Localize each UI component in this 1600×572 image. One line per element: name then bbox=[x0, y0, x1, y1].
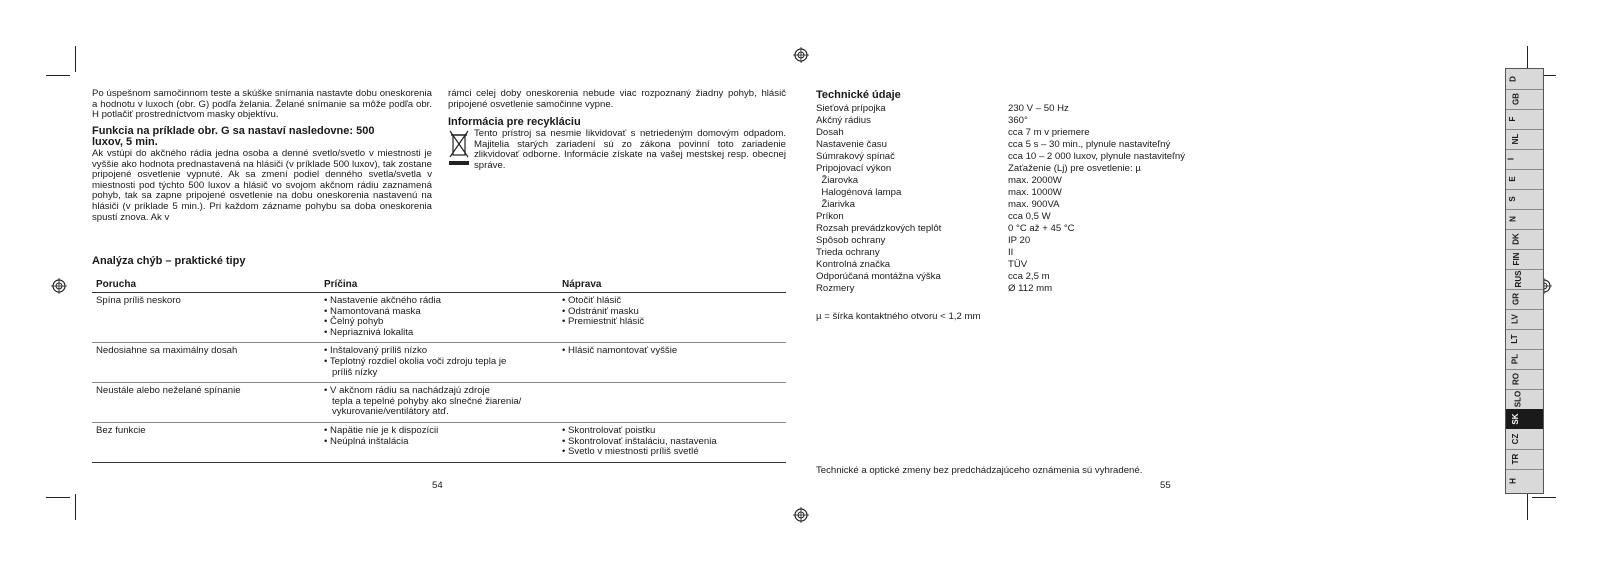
fault-cell: Neustále alebo neželané spínanie bbox=[92, 383, 320, 423]
spec-label: Žiarivka bbox=[816, 199, 855, 210]
registration-mark-icon bbox=[793, 47, 809, 63]
tab-i[interactable]: I bbox=[1506, 149, 1543, 170]
intro-paragraph: Po úspešnom samočinnom teste a skúške snímania nastavte dobu oneskorenia a hodnotu v luxoch (obr. G) podľa želania. Želané snímanie sa môže podľa obr. H potlačiť prostredníctvom masky objektívu. bbox=[92, 88, 432, 121]
tab-rus[interactable]: RUS bbox=[1506, 269, 1543, 290]
weee-bin-icon bbox=[448, 129, 470, 167]
cause-item: • Teplotný rozdiel okolia voči zdroju tepla je bbox=[324, 355, 507, 367]
cause-item: • Nastavenie akčného rádia bbox=[324, 295, 441, 306]
spec-value: cca 2,5 m bbox=[1008, 271, 1050, 282]
registration-mark-icon bbox=[51, 278, 67, 294]
spec-row bbox=[816, 199, 1185, 211]
spec-label: Dosah bbox=[816, 127, 844, 138]
spec-list bbox=[816, 103, 1185, 295]
cause-cell bbox=[320, 383, 558, 423]
crop-mark bbox=[75, 494, 76, 520]
fix-cell bbox=[558, 383, 786, 423]
spec-label: Sieťová prípojka bbox=[816, 103, 886, 114]
spec-row bbox=[816, 163, 1185, 175]
table-row bbox=[92, 343, 786, 383]
technical-data-title: Technické údaje bbox=[816, 89, 901, 101]
table-row bbox=[92, 293, 786, 343]
spec-row bbox=[816, 175, 1185, 187]
tab-cz[interactable]: CZ bbox=[1506, 429, 1543, 450]
spec-row bbox=[816, 151, 1185, 163]
spec-row bbox=[816, 223, 1185, 235]
spec-label: Halogénová lampa bbox=[816, 187, 902, 198]
table-row bbox=[92, 383, 786, 423]
spec-value: cca 5 s – 30 min., plynule nastaviteľný bbox=[1008, 139, 1171, 150]
tab-nl[interactable]: NL bbox=[1506, 129, 1543, 150]
spec-value: cca 10 – 2 000 luxov, plynule nastaviteľný bbox=[1008, 151, 1186, 162]
spec-label: Spôsob ochrany bbox=[816, 235, 886, 246]
fix-cell bbox=[558, 422, 786, 462]
spec-row bbox=[816, 259, 1185, 271]
tab-e[interactable]: E bbox=[1506, 169, 1543, 190]
recycling-text: Tento prístroj sa nesmie likvidovať s netriedeným domovým odpadom. Majitelia starých zariadení sú zo zákona povinní toto zariadenie zlikvidovať odborne. Informácie získate na vašej mestskej resp. obecnej správe. bbox=[474, 128, 786, 171]
spec-value: cca 7 m v priemere bbox=[1008, 127, 1090, 138]
cause-cell bbox=[320, 343, 558, 383]
column-header: Porucha bbox=[92, 277, 320, 293]
spec-label: Rozsah prevádzkových teplôt bbox=[816, 223, 942, 234]
tab-gr[interactable]: GR bbox=[1506, 289, 1543, 310]
cause-item: • Čelný pohyb bbox=[324, 316, 384, 328]
spec-value: 360° bbox=[1008, 115, 1028, 126]
fix-item: • Skontrolovať poistku bbox=[562, 424, 656, 436]
cause-item: • Inštalovaný príliš nízko bbox=[324, 345, 428, 357]
spec-label: Súmrakový spínač bbox=[816, 151, 895, 162]
footnote: µ = šírka kontaktného otvoru < 1,2 mm bbox=[816, 311, 981, 322]
fault-cell: Bez funkcie bbox=[92, 422, 320, 462]
spec-row bbox=[816, 103, 1185, 115]
fix-item: • Otočiť hlásič bbox=[562, 295, 622, 306]
crop-mark bbox=[1527, 494, 1528, 520]
fix-cell bbox=[558, 343, 786, 383]
spec-value: TÜV bbox=[1008, 259, 1028, 270]
spec-label: Nastavenie času bbox=[816, 139, 887, 150]
fix-item: • Hlásič namontovať vyššie bbox=[562, 345, 678, 357]
tab-pl[interactable]: PL bbox=[1506, 349, 1543, 370]
function-example-paragraph: Ak vstúpi do akčného rádia jedna osoba a denné svetlo/svetlo v miestnosti je vyššie ako hodnota prednastavená na hlásiči (v príklade 500 luxov), tak zostane pripojené osvetlenie vypnuté. Ak sa zmení podiel denného svetla/svetla v miestnosti pod týchto 500 luxov a hlásič vo svojom akčnom rádiu zaznamená pohyb, tak sa zapne pripojené osvetlenie na dobu oneskorenia nastavenú na hlásiči (v príklade 5 min.). Pri každom zázname pohybu sa doba oneskorenia spustí znova. Ak v bbox=[92, 148, 432, 223]
spec-row bbox=[816, 235, 1185, 247]
spec-value: IP 20 bbox=[1008, 235, 1031, 246]
tab-tr[interactable]: TR bbox=[1506, 449, 1543, 470]
spec-value: 230 V – 50 Hz bbox=[1008, 103, 1069, 114]
troubleshooting-title: Analýza chýb – praktické tipy bbox=[92, 255, 246, 267]
cause-cell bbox=[320, 422, 558, 462]
tab-n[interactable]: N bbox=[1506, 209, 1543, 230]
page-number: 55 bbox=[1160, 480, 1171, 491]
spec-value: Zaťaženie (Lj) pre osvetlenie: µ bbox=[1008, 163, 1141, 174]
cause-item: • V akčnom rádiu sa nachádzajú zdroje bbox=[324, 385, 491, 397]
disclaimer: Technické a optické zmeny bez predchádzajúceho oznámenia sú vyhradené. bbox=[816, 465, 1143, 476]
tab-dk[interactable]: DK bbox=[1506, 229, 1543, 250]
spec-row bbox=[816, 271, 1185, 283]
spec-label: Pripojovací výkon bbox=[816, 163, 892, 174]
cause-item: tepla a tepelné pohyby ako slnečné žiarenia/ bbox=[324, 395, 522, 407]
table-row bbox=[92, 422, 786, 462]
spec-row bbox=[816, 187, 1185, 199]
spec-label: Žiarovka bbox=[816, 175, 859, 186]
table-header-row bbox=[92, 277, 786, 293]
spec-row bbox=[816, 127, 1185, 139]
tab-slo[interactable]: SLO bbox=[1506, 389, 1543, 410]
crop-mark bbox=[46, 75, 70, 76]
tab-fin[interactable]: FIN bbox=[1506, 249, 1543, 270]
tab-lv[interactable]: LV bbox=[1506, 309, 1543, 330]
spec-row bbox=[816, 139, 1185, 151]
spec-value: max. 1000W bbox=[1008, 187, 1062, 198]
cause-item: • Napätie nie je k dispozícii bbox=[324, 424, 439, 436]
tab-ro[interactable]: RO bbox=[1506, 369, 1543, 390]
cause-item: príliš nízky bbox=[324, 366, 378, 378]
fix-cell bbox=[558, 293, 786, 343]
column-header: Príčina bbox=[320, 277, 558, 293]
cause-item: • Neúplná inštalácia bbox=[324, 435, 409, 447]
cause-item: vykurovanie/ventilátory atď. bbox=[324, 406, 449, 418]
spec-value: Ø 112 mm bbox=[1008, 283, 1053, 294]
tab-gb[interactable]: GB bbox=[1506, 89, 1543, 110]
cause-cell bbox=[320, 293, 558, 343]
continuation-paragraph: rámci celej doby oneskorenia nebude viac rozpoznaný žiadny pohyb, hlásič pripojené osvetlenie samočinne vypne. bbox=[448, 88, 786, 110]
function-example-heading: Funkcia na príklade obr. G sa nastaví nasledovne: 500 luxov, 5 min. bbox=[92, 125, 375, 148]
spec-row bbox=[816, 211, 1185, 223]
spec-value: 0 °C až + 45 °C bbox=[1008, 223, 1075, 234]
fix-item: • Premiestniť hlásič bbox=[562, 316, 645, 328]
spec-label: Akčný rádius bbox=[816, 115, 871, 126]
fix-item: • Odstrániť masku bbox=[562, 305, 639, 317]
fix-item: • Svetlo v miestnosti príliš svetlé bbox=[562, 446, 699, 458]
troubleshooting-table bbox=[92, 277, 786, 463]
crop-mark bbox=[46, 497, 70, 498]
spec-row bbox=[816, 283, 1185, 295]
language-tab-strip bbox=[1505, 68, 1544, 494]
registration-mark-icon bbox=[793, 507, 809, 523]
tab-lt[interactable]: LT bbox=[1506, 329, 1543, 350]
spec-label: Odporúčaná montážna výška bbox=[816, 271, 941, 282]
recycling-heading: Informácia pre recykláciu bbox=[448, 116, 581, 128]
page-number: 54 bbox=[432, 480, 443, 491]
tab-s[interactable]: S bbox=[1506, 189, 1543, 210]
spec-label: Kontrolná značka bbox=[816, 259, 891, 270]
tab-d[interactable]: D bbox=[1506, 69, 1543, 90]
fix-item: • Skontrolovať inštaláciu, nastavenia bbox=[562, 435, 717, 447]
fault-cell: Spína príliš neskoro bbox=[92, 293, 320, 343]
cause-item: • Namontovaná maska bbox=[324, 305, 421, 317]
crop-mark bbox=[1532, 497, 1556, 498]
spec-row bbox=[816, 115, 1185, 127]
tab-f[interactable]: F bbox=[1506, 109, 1543, 130]
tab-h[interactable]: H bbox=[1508, 478, 1518, 484]
column-header: Náprava bbox=[558, 277, 786, 293]
spec-label: Trieda ochrany bbox=[816, 247, 880, 258]
spec-value: max. 2000W bbox=[1008, 175, 1062, 186]
spec-value: II bbox=[1008, 247, 1014, 258]
fault-cell: Nedosiahne sa maximálny dosah bbox=[92, 343, 320, 383]
spec-row bbox=[816, 247, 1185, 259]
spec-label: Príkon bbox=[816, 211, 844, 222]
spec-value: cca 0,5 W bbox=[1008, 211, 1051, 222]
tab-sk[interactable]: SK bbox=[1506, 409, 1543, 429]
spec-value: max. 900VA bbox=[1008, 199, 1060, 210]
crop-mark bbox=[75, 46, 76, 72]
spec-label: Rozmery bbox=[816, 283, 855, 294]
cause-item: • Nepriaznivá lokalita bbox=[324, 326, 414, 338]
